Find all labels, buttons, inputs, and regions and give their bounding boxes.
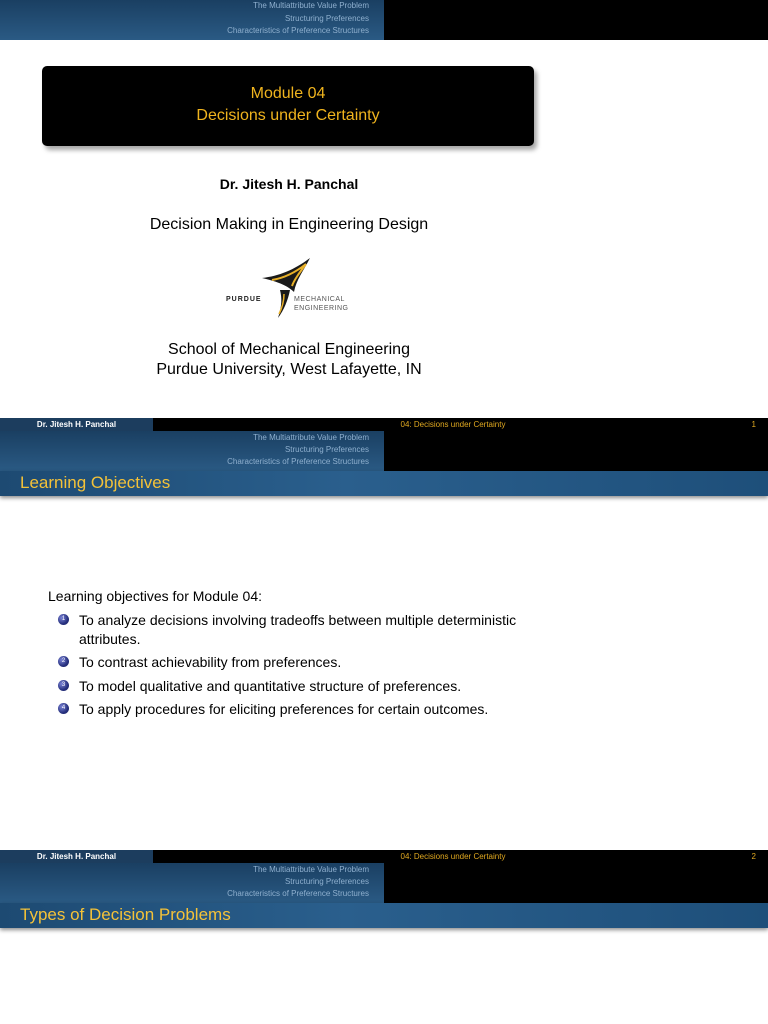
nav-section-3[interactable]: Characteristics of Preference Structures [227,26,369,35]
nav-section-2[interactable]: Structuring Preferences [284,877,369,886]
frame-title-bar [0,471,768,496]
slide-title: Decisions under Certainty [196,107,380,124]
list-item-text: To apply procedures for eliciting preferences for certain outcomes. [79,701,489,717]
footer-title: 04: Decisions under Certainty [400,420,506,429]
author-name: Dr. Jitesh H. Panchal [219,176,359,192]
list-item-text: To contrast achievability from preferences. [79,654,342,670]
enumerate-bullet-icon: 4 [58,703,69,714]
objectives-lead: Learning objectives for Module 04: [48,588,263,604]
footer-author: Dr. Jitesh H. Panchal [0,850,153,863]
slide3-navigation-header [0,863,768,903]
nav-section-3[interactable]: Characteristics of Preference Structures [227,457,369,466]
slide2-footer [0,850,768,863]
nav-section-1[interactable]: The Multiattribute Value Problem [253,865,369,874]
logo-mechanical-text: MECHANICAL [294,296,345,303]
nav-section-2[interactable]: Structuring Preferences [284,445,369,454]
institution-line-1: School of Mechanical Engineering [168,341,410,358]
frame-title-bar [0,903,768,928]
slide2-navigation-header [0,431,768,471]
logo-engineering-text: ENGINEERING [294,305,349,312]
enumerate-bullet-icon: 3 [58,680,69,691]
footer-page-number: 2 [751,852,756,861]
list-item-text: To analyze decisions involving tradeoffs between multiple deterministic attributes. [79,612,517,647]
enumerate-bullet-icon: 2 [58,656,69,667]
purdue-swoosh-icon [224,256,354,322]
nav-section-2[interactable]: Structuring Preferences [284,14,369,23]
slide1-footer [0,418,768,431]
logo-purdue-text: PURDUE [226,296,262,303]
nav-section-1[interactable]: The Multiattribute Value Problem [253,1,369,10]
frame-title: Learning Objectives [20,473,171,492]
list-item [58,611,538,649]
purdue-logo [224,256,354,322]
institution-line-2: Purdue University, West Lafayette, IN [156,361,422,378]
slide1-navigation-header [0,0,768,40]
nav-section-3[interactable]: Characteristics of Preference Structures [227,889,369,898]
title-block [42,66,534,146]
frame-title: Types of Decision Problems [20,905,231,924]
footer-title: 04: Decisions under Certainty [400,852,506,861]
list-item-text: To model qualitative and quantitative structure of preferences. [79,678,462,694]
footer-author: Dr. Jitesh H. Panchal [0,418,153,431]
nav-section-1[interactable]: The Multiattribute Value Problem [253,433,369,442]
course-name: Decision Making in Engineering Design [149,216,429,233]
footer-page-number: 1 [751,420,756,429]
enumerate-bullet-icon: 1 [58,614,69,625]
module-number: Module 04 [250,85,326,102]
